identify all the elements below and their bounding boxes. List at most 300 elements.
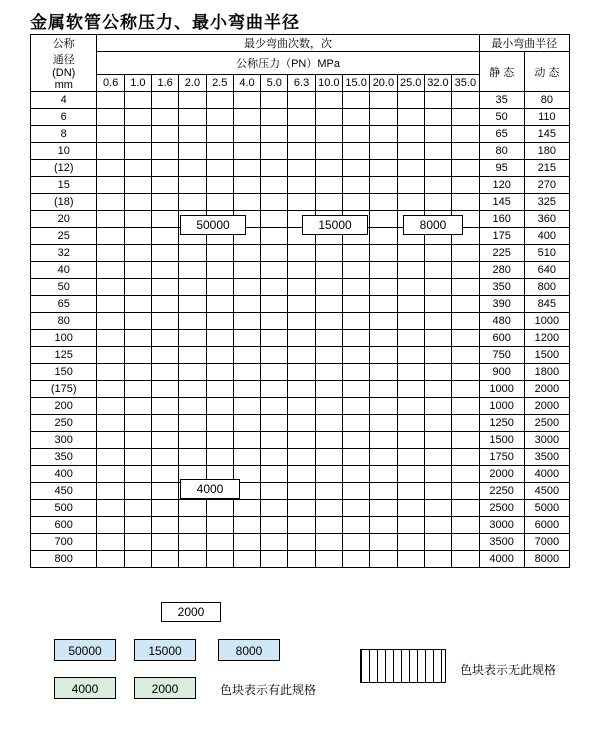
spec-cell xyxy=(97,517,124,534)
dynamic-radius-value: 845 xyxy=(524,296,569,313)
spec-cell xyxy=(342,177,369,194)
table-head xyxy=(31,35,570,92)
spec-cell xyxy=(206,347,233,364)
table-row xyxy=(31,211,570,228)
spec-cell xyxy=(206,534,233,551)
spec-cell xyxy=(342,517,369,534)
spec-cell xyxy=(206,551,233,568)
spec-cell xyxy=(342,364,369,381)
spec-cell xyxy=(424,194,451,211)
spec-cell xyxy=(97,347,124,364)
spec-cell xyxy=(233,534,260,551)
spec-cell xyxy=(97,500,124,517)
legend-box-2000: 2000 xyxy=(134,677,196,699)
dynamic-radius-value: 1800 xyxy=(524,364,569,381)
dynamic-radius-value: 145 xyxy=(524,126,569,143)
static-radius-value: 390 xyxy=(479,296,524,313)
spec-cell xyxy=(233,296,260,313)
spec-cell xyxy=(315,466,342,483)
spec-cell xyxy=(397,109,424,126)
spec-cell xyxy=(452,296,480,313)
spec-cell xyxy=(233,126,260,143)
spec-cell xyxy=(452,330,480,347)
static-radius-value: 225 xyxy=(479,245,524,262)
spec-cell xyxy=(206,500,233,517)
spec-cell xyxy=(342,160,369,177)
spec-cell xyxy=(288,296,315,313)
dynamic-radius-value: 8000 xyxy=(524,551,569,568)
spec-cell xyxy=(342,415,369,432)
spec-cell xyxy=(452,92,480,109)
spec-cell xyxy=(233,500,260,517)
dn-value: 250 xyxy=(31,415,97,432)
pressure-col-header: 2.5 xyxy=(206,75,233,92)
spec-cell xyxy=(261,534,288,551)
spec-cell xyxy=(233,551,260,568)
spec-cell xyxy=(261,483,288,500)
pressure-col-header: 10.0 xyxy=(315,75,342,92)
spec-cell xyxy=(424,483,451,500)
dynamic-radius-value: 640 xyxy=(524,262,569,279)
spec-cell xyxy=(370,432,397,449)
spec-cell xyxy=(397,160,424,177)
spec-cell xyxy=(342,143,369,160)
spec-cell xyxy=(152,381,179,398)
spec-cell xyxy=(452,177,480,194)
table-row xyxy=(31,398,570,415)
spec-cell xyxy=(370,364,397,381)
spec-cell xyxy=(452,126,480,143)
spec-cell xyxy=(315,500,342,517)
table-body xyxy=(31,92,570,568)
spec-cell xyxy=(152,177,179,194)
spec-cell xyxy=(288,143,315,160)
spec-cell xyxy=(124,228,151,245)
spec-cell xyxy=(370,415,397,432)
dynamic-radius-value: 1200 xyxy=(524,330,569,347)
spec-cell xyxy=(179,194,206,211)
spec-cell xyxy=(124,364,151,381)
spec-cell xyxy=(397,517,424,534)
pressure-col-header: 1.0 xyxy=(124,75,151,92)
spec-cell xyxy=(97,126,124,143)
spec-cell xyxy=(179,364,206,381)
dn-value: 15 xyxy=(31,177,97,194)
spec-cell xyxy=(261,211,288,228)
spec-cell xyxy=(124,449,151,466)
dn-value: 300 xyxy=(31,432,97,449)
table-row xyxy=(31,483,570,500)
spec-cell xyxy=(261,398,288,415)
spec-cell xyxy=(424,517,451,534)
dn-value: 600 xyxy=(31,517,97,534)
spec-cell xyxy=(152,160,179,177)
spec-cell xyxy=(452,398,480,415)
spec-cell xyxy=(152,466,179,483)
bend-times-header: 最少弯曲次数，次 xyxy=(97,35,479,52)
spec-cell xyxy=(206,398,233,415)
spec-cell xyxy=(315,551,342,568)
spec-cell xyxy=(288,534,315,551)
spec-cell xyxy=(261,517,288,534)
spec-cell xyxy=(124,143,151,160)
spec-cell xyxy=(370,228,397,245)
spec-cell xyxy=(261,364,288,381)
spec-cell xyxy=(424,92,451,109)
spec-cell xyxy=(233,398,260,415)
spec-cell xyxy=(397,398,424,415)
dynamic-radius-value: 80 xyxy=(524,92,569,109)
pressure-col-header: 15.0 xyxy=(342,75,369,92)
spec-cell xyxy=(206,279,233,296)
spec-cell xyxy=(124,466,151,483)
spec-cell xyxy=(342,432,369,449)
spec-cell xyxy=(97,92,124,109)
spec-cell xyxy=(424,330,451,347)
pressure-col-header: 2.0 xyxy=(179,75,206,92)
spec-cell xyxy=(397,245,424,262)
spec-cell xyxy=(397,534,424,551)
static-radius-value: 480 xyxy=(479,313,524,330)
spec-cell xyxy=(97,432,124,449)
spec-cell xyxy=(261,228,288,245)
spec-cell xyxy=(233,313,260,330)
dn-value: 800 xyxy=(31,551,97,568)
spec-cell xyxy=(424,449,451,466)
spec-cell xyxy=(452,432,480,449)
spec-cell xyxy=(452,534,480,551)
spec-cell xyxy=(97,194,124,211)
spec-cell xyxy=(124,296,151,313)
table-row xyxy=(31,296,570,313)
spec-cell xyxy=(233,194,260,211)
spec-cell xyxy=(288,415,315,432)
static-radius-value: 3000 xyxy=(479,517,524,534)
spec-cell xyxy=(397,262,424,279)
spec-cell xyxy=(288,330,315,347)
spec-cell xyxy=(233,364,260,381)
spec-cell xyxy=(261,92,288,109)
spec-cell xyxy=(233,449,260,466)
pressure-col-header: 20.0 xyxy=(370,75,397,92)
spec-cell xyxy=(179,313,206,330)
spec-cell xyxy=(97,364,124,381)
dynamic-radius-value: 400 xyxy=(524,228,569,245)
spec-table xyxy=(30,34,570,568)
spec-cell xyxy=(370,398,397,415)
spec-cell xyxy=(288,483,315,500)
spec-cell xyxy=(152,92,179,109)
static-radius-value: 120 xyxy=(479,177,524,194)
spec-cell xyxy=(261,313,288,330)
dynamic-radius-value: 215 xyxy=(524,160,569,177)
spec-cell xyxy=(124,398,151,415)
spec-cell xyxy=(152,449,179,466)
spec-cell xyxy=(261,143,288,160)
dn-header-cell xyxy=(31,35,97,92)
spec-cell xyxy=(452,109,480,126)
dynamic-radius-value: 1000 xyxy=(524,313,569,330)
spec-cell xyxy=(397,126,424,143)
static-radius-value: 95 xyxy=(479,160,524,177)
spec-cell xyxy=(97,262,124,279)
static-radius-value: 750 xyxy=(479,347,524,364)
spec-cell xyxy=(261,296,288,313)
dn-value: 450 xyxy=(31,483,97,500)
dynamic-radius-value: 4000 xyxy=(524,466,569,483)
spec-cell xyxy=(124,432,151,449)
spec-cell xyxy=(397,483,424,500)
spec-cell xyxy=(97,313,124,330)
spec-cell xyxy=(370,262,397,279)
table-row xyxy=(31,126,570,143)
spec-cell xyxy=(315,381,342,398)
table-row xyxy=(31,177,570,194)
spec-cell xyxy=(452,160,480,177)
spec-cell xyxy=(452,449,480,466)
spec-cell xyxy=(315,245,342,262)
spec-cell xyxy=(233,347,260,364)
spec-cell xyxy=(261,415,288,432)
spec-cell xyxy=(315,449,342,466)
spec-cell xyxy=(152,262,179,279)
spec-cell xyxy=(342,194,369,211)
spec-cell xyxy=(97,534,124,551)
spec-cell xyxy=(315,398,342,415)
spec-cell xyxy=(424,177,451,194)
spec-cell xyxy=(97,381,124,398)
table-row xyxy=(31,534,570,551)
spec-cell xyxy=(288,500,315,517)
table-row xyxy=(31,449,570,466)
spec-cell xyxy=(315,330,342,347)
spec-cell xyxy=(397,466,424,483)
spec-cell xyxy=(315,347,342,364)
spec-cell xyxy=(97,109,124,126)
table-row xyxy=(31,347,570,364)
spec-cell xyxy=(233,160,260,177)
table-row xyxy=(31,228,570,245)
spec-cell xyxy=(342,279,369,296)
spec-cell xyxy=(179,92,206,109)
spec-cell xyxy=(179,330,206,347)
static-radius-value: 350 xyxy=(479,279,524,296)
spec-cell xyxy=(315,126,342,143)
spec-cell xyxy=(97,245,124,262)
spec-cell xyxy=(97,449,124,466)
spec-cell xyxy=(315,194,342,211)
spec-cell xyxy=(179,279,206,296)
spec-cell xyxy=(370,194,397,211)
spec-cell xyxy=(342,347,369,364)
spec-cell xyxy=(370,466,397,483)
cycle-count-label: 4000 xyxy=(180,479,240,499)
spec-cell xyxy=(124,92,151,109)
spec-cell xyxy=(424,126,451,143)
cycle-count-label: 2000 xyxy=(161,602,221,622)
spec-cell xyxy=(288,313,315,330)
spec-cell xyxy=(342,398,369,415)
spec-cell xyxy=(179,262,206,279)
spec-cell xyxy=(370,279,397,296)
spec-cell xyxy=(397,279,424,296)
min-radius-header: 最小弯曲半径 xyxy=(479,35,569,52)
spec-cell xyxy=(261,381,288,398)
dynamic-radius-value: 3500 xyxy=(524,449,569,466)
spec-cell xyxy=(152,517,179,534)
static-radius-value: 2000 xyxy=(479,466,524,483)
spec-cell xyxy=(233,330,260,347)
spec-cell xyxy=(315,432,342,449)
static-radius-value: 35 xyxy=(479,92,524,109)
spec-cell xyxy=(424,296,451,313)
dn-value: 25 xyxy=(31,228,97,245)
legend-box-50000: 50000 xyxy=(54,639,116,661)
spec-cell xyxy=(288,245,315,262)
spec-cell xyxy=(370,143,397,160)
spec-cell xyxy=(152,143,179,160)
header-row-1 xyxy=(31,35,570,52)
spec-cell xyxy=(261,551,288,568)
spec-cell xyxy=(397,194,424,211)
spec-cell xyxy=(288,279,315,296)
spec-cell xyxy=(124,177,151,194)
spec-cell xyxy=(233,432,260,449)
spec-cell xyxy=(97,483,124,500)
spec-cell xyxy=(206,126,233,143)
static-radius-value: 2500 xyxy=(479,500,524,517)
spec-cell xyxy=(97,398,124,415)
spec-cell xyxy=(152,228,179,245)
spec-cell xyxy=(261,245,288,262)
spec-cell xyxy=(261,347,288,364)
cycle-count-label: 8000 xyxy=(403,215,463,235)
spec-cell xyxy=(370,245,397,262)
dn-value: 100 xyxy=(31,330,97,347)
spec-cell xyxy=(397,347,424,364)
spec-cell xyxy=(452,415,480,432)
spec-cell xyxy=(452,245,480,262)
spec-table-container xyxy=(30,34,570,619)
spec-cell xyxy=(152,534,179,551)
spec-cell xyxy=(315,160,342,177)
spec-cell xyxy=(370,330,397,347)
spec-cell xyxy=(97,466,124,483)
spec-cell xyxy=(452,262,480,279)
spec-cell xyxy=(179,551,206,568)
spec-cell xyxy=(124,483,151,500)
spec-cell xyxy=(424,364,451,381)
table-row xyxy=(31,160,570,177)
dynamic-radius-value: 5000 xyxy=(524,500,569,517)
spec-cell xyxy=(397,177,424,194)
spec-cell xyxy=(370,126,397,143)
spec-cell xyxy=(206,109,233,126)
spec-cell xyxy=(370,534,397,551)
spec-cell xyxy=(206,432,233,449)
spec-cell xyxy=(97,415,124,432)
spec-cell xyxy=(288,347,315,364)
spec-cell xyxy=(97,228,124,245)
dynamic-radius-value: 2000 xyxy=(524,398,569,415)
spec-cell xyxy=(452,143,480,160)
spec-cell xyxy=(97,143,124,160)
table-row xyxy=(31,245,570,262)
dynamic-radius-value: 270 xyxy=(524,177,569,194)
spec-cell xyxy=(424,160,451,177)
dn-value: 50 xyxy=(31,279,97,296)
dn-value: 20 xyxy=(31,211,97,228)
spec-cell xyxy=(288,551,315,568)
spec-cell xyxy=(342,245,369,262)
spec-cell xyxy=(124,245,151,262)
spec-cell xyxy=(97,177,124,194)
spec-cell xyxy=(179,381,206,398)
spec-cell xyxy=(288,398,315,415)
spec-cell xyxy=(152,483,179,500)
spec-cell xyxy=(97,211,124,228)
spec-cell xyxy=(206,177,233,194)
spec-cell xyxy=(424,381,451,398)
spec-cell xyxy=(342,126,369,143)
dynamic-radius-value: 325 xyxy=(524,194,569,211)
spec-cell xyxy=(179,143,206,160)
pressure-col-header: 1.6 xyxy=(152,75,179,92)
spec-cell xyxy=(261,194,288,211)
dn-header-line-1: 公称 xyxy=(52,38,75,50)
dn-header-line-4: mm xyxy=(54,79,73,91)
spec-cell xyxy=(206,296,233,313)
spec-cell xyxy=(206,160,233,177)
spec-cell xyxy=(397,92,424,109)
spec-cell xyxy=(397,449,424,466)
spec-cell xyxy=(315,296,342,313)
dn-value: 500 xyxy=(31,500,97,517)
spec-cell xyxy=(370,296,397,313)
spec-cell xyxy=(315,109,342,126)
dynamic-radius-value: 1500 xyxy=(524,347,569,364)
spec-cell xyxy=(261,449,288,466)
spec-cell xyxy=(233,245,260,262)
dn-value: 80 xyxy=(31,313,97,330)
spec-cell xyxy=(424,415,451,432)
table-row xyxy=(31,432,570,449)
spec-cell xyxy=(424,109,451,126)
legend-note-hatch: 色块表示无此规格 xyxy=(460,663,557,677)
spec-cell xyxy=(124,279,151,296)
spec-cell xyxy=(452,381,480,398)
pressure-col-header: 4.0 xyxy=(233,75,260,92)
spec-cell xyxy=(370,483,397,500)
spec-cell xyxy=(124,500,151,517)
spec-cell xyxy=(342,500,369,517)
table-row xyxy=(31,415,570,432)
static-radius-value: 145 xyxy=(479,194,524,211)
pressure-col-header: 25.0 xyxy=(397,75,424,92)
table-row xyxy=(31,551,570,568)
static-radius-value: 65 xyxy=(479,126,524,143)
legend-box-4000: 4000 xyxy=(54,677,116,699)
dn-value: 125 xyxy=(31,347,97,364)
dn-value: 6 xyxy=(31,109,97,126)
spec-cell xyxy=(152,313,179,330)
table-row xyxy=(31,313,570,330)
spec-cell xyxy=(152,500,179,517)
spec-cell xyxy=(152,296,179,313)
table-row xyxy=(31,500,570,517)
spec-cell xyxy=(397,500,424,517)
table-row xyxy=(31,517,570,534)
